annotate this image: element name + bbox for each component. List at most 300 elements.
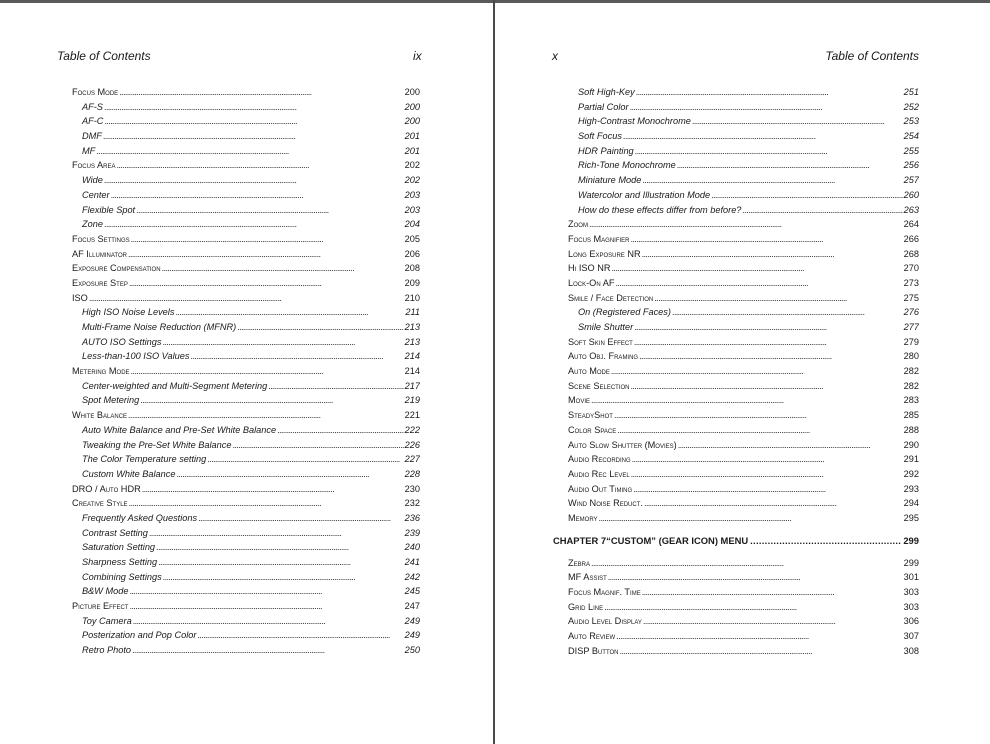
toc-entry-page: 263 — [903, 204, 919, 215]
toc-entry-title: Auto Mode — [568, 366, 610, 377]
dot-leader — [89, 291, 404, 306]
toc-entry — [568, 158, 919, 173]
chapter-heading — [553, 530, 919, 552]
toc-entry-page: 280 — [903, 351, 919, 362]
toc-entry-title: Partial Color — [578, 101, 629, 112]
page-number: ix — [413, 49, 422, 63]
toc-entry — [72, 261, 420, 276]
dot-leader — [237, 320, 403, 335]
toc-entry-title: Auto White Balance and Pre-Set White Balance — [82, 424, 277, 435]
toc-entry — [568, 467, 919, 482]
toc-entry-page: 209 — [404, 277, 420, 288]
toc-entry-page: 291 — [903, 454, 919, 465]
toc-entry-page: 264 — [903, 219, 919, 230]
dot-leader — [190, 349, 403, 364]
toc-entry-page: 275 — [903, 292, 919, 303]
toc-entry-page: 279 — [903, 336, 919, 347]
toc-entry — [568, 232, 919, 247]
toc-entry-page: 253 — [903, 116, 919, 127]
toc-entry-title: Auto Slow Shutter (Movies) — [568, 439, 677, 450]
toc-entry-title: Creative Style — [72, 498, 128, 509]
toc-entry — [72, 276, 420, 291]
toc-entry-page: 285 — [903, 410, 919, 421]
toc-entry — [72, 584, 420, 599]
dot-leader — [207, 452, 403, 467]
dot-leader — [654, 291, 902, 306]
toc-entry — [568, 423, 919, 438]
toc-entry-title: Zone — [82, 219, 103, 230]
toc-entry-page: 273 — [903, 277, 919, 288]
toc-entry — [568, 217, 919, 232]
toc-entry — [568, 570, 919, 585]
toc-entry — [72, 526, 420, 541]
dot-leader — [129, 599, 403, 614]
dot-leader — [678, 438, 903, 453]
dot-leader — [129, 584, 403, 599]
toc-entry — [72, 85, 420, 100]
toc-entry — [568, 452, 919, 467]
toc-entry — [568, 393, 919, 408]
toc-entry-title: Zebra — [568, 557, 590, 568]
dot-leader — [615, 276, 902, 291]
dot-leader — [96, 144, 403, 159]
dot-leader — [103, 129, 404, 144]
dot-leader — [129, 276, 404, 291]
dot-leader — [591, 556, 903, 571]
dot-leader — [175, 305, 404, 320]
toc-entry-title: Sharpness Setting — [82, 557, 158, 567]
toc-entry — [72, 114, 420, 129]
toc-entry-page: 208 — [404, 263, 420, 274]
toc-entry-title: Custom White Balance — [82, 468, 176, 479]
toc-entry-title: MF — [82, 145, 96, 156]
toc-entry — [72, 496, 420, 511]
toc-entry-title: Combining Settings — [82, 571, 162, 582]
dot-leader — [672, 305, 903, 320]
toc-entry-title: B&W Mode — [82, 586, 129, 597]
toc-entry-page: 255 — [903, 145, 919, 156]
dot-leader — [104, 100, 404, 115]
toc-entry — [72, 379, 420, 394]
toc-entry — [72, 305, 420, 320]
toc-entry-title: Scene Selection — [568, 380, 630, 391]
toc-entry-page: 299 — [903, 557, 919, 568]
dot-leader — [128, 247, 404, 262]
toc-entry-page: 241 — [404, 557, 420, 567]
toc-entry-page: 292 — [903, 468, 919, 479]
toc-entry-title: Smile Shutter — [578, 322, 634, 332]
toc-entry — [568, 144, 919, 159]
dot-leader — [149, 526, 404, 541]
dot-leader — [197, 628, 403, 643]
chapter-title: “CUSTOM” (GEAR ICON) MENU — [606, 534, 749, 546]
dot-leader — [631, 232, 903, 247]
toc-entry-page: 201 — [404, 131, 420, 142]
toc-entry-title: AUTO ISO Settings — [82, 336, 162, 347]
toc-entry-page: 211 — [405, 307, 420, 318]
dot-leader — [198, 511, 404, 526]
dot-leader — [614, 408, 903, 423]
toc-entry-page: 213 — [404, 322, 420, 332]
toc-entry-page: 282 — [903, 380, 919, 391]
toc-entry-page: 277 — [903, 322, 919, 332]
toc-entry-page: 213 — [404, 336, 420, 347]
toc-entry-title: MF Assist — [568, 572, 607, 583]
toc-entry — [72, 320, 420, 335]
toc-entry-page: 247 — [404, 601, 420, 612]
toc-entry — [568, 203, 919, 218]
dot-leader — [158, 555, 404, 570]
toc-entry-title: Exposure Compensation — [72, 263, 161, 274]
toc-entry-title: Posterization and Pop Color — [82, 630, 197, 641]
toc-entry — [72, 173, 420, 188]
running-header-title: Table of Contents — [825, 49, 919, 63]
toc-entry-page: 306 — [903, 616, 919, 627]
toc-entry-title: Movie — [568, 395, 590, 406]
toc-entry-title: HDR Painting — [578, 145, 634, 156]
toc-entry-page: 270 — [903, 263, 919, 274]
toc-entry-page: 257 — [903, 175, 919, 186]
dot-leader — [104, 173, 404, 188]
toc-entry-page: 276 — [903, 307, 919, 318]
toc-entry-page: 203 — [404, 189, 420, 200]
toc-entry-title: Exposure Step — [72, 277, 128, 288]
toc-entry — [568, 408, 919, 423]
toc-entry — [568, 482, 919, 497]
dot-leader — [611, 364, 903, 379]
toc-entry-title: Saturation Setting — [82, 542, 156, 553]
running-header-title: Table of Contents — [57, 49, 151, 63]
dot-leader — [162, 261, 404, 276]
dot-leader — [162, 335, 403, 350]
toc-entry — [72, 232, 420, 247]
toc-entry-title: Focus Mode — [72, 87, 119, 97]
toc-entry-title: AF Illuminator — [72, 248, 127, 259]
dot-leader — [599, 511, 903, 526]
toc-entry-title: ISO — [72, 292, 88, 303]
toc-entry-title: Frequently Asked Questions — [82, 512, 198, 523]
toc-entry-page: 307 — [903, 631, 919, 642]
toc-entry-title: Miniature Mode — [578, 175, 642, 186]
toc-entry-page: 204 — [404, 219, 420, 230]
toc-entry-page: 221 — [404, 410, 420, 421]
toc-entry — [72, 100, 420, 115]
toc-entry — [72, 393, 420, 408]
toc-entry — [568, 349, 919, 364]
toc-entry-page: 249 — [404, 615, 420, 626]
toc-entry — [72, 511, 420, 526]
toc-entry — [72, 203, 420, 218]
toc-entry-title: DISP Button — [568, 645, 619, 656]
toc-entry-title: Center — [82, 189, 110, 200]
toc-entry-title: Hi ISO NR — [568, 263, 611, 274]
dot-leader — [128, 408, 404, 423]
toc-entry-title: Focus Settings — [72, 233, 130, 244]
toc-entry-title: Audio Level Display — [568, 616, 642, 627]
toc-entry — [568, 644, 919, 659]
toc-entry — [72, 599, 420, 614]
toc-entry — [72, 335, 420, 350]
toc-entry-page: 282 — [903, 366, 919, 377]
toc-entry-title: Soft Focus — [578, 131, 622, 142]
dot-leader — [163, 570, 404, 585]
toc-entry-title: Toy Camera — [82, 615, 132, 626]
toc-entry-title: Multi-Frame Noise Reduction (MFNR) — [82, 322, 237, 332]
dot-leader — [277, 423, 404, 438]
toc-entry-title: Smile / Face Detection — [568, 292, 654, 303]
toc-entry-page: 303 — [903, 601, 919, 612]
toc-entry — [568, 173, 919, 188]
dot-leader — [268, 379, 403, 394]
toc-entry-page: 210 — [404, 292, 420, 303]
toc-entry — [568, 600, 919, 615]
dot-leader — [644, 496, 903, 511]
toc-entry-title: Grid Line — [568, 601, 604, 612]
toc-entry — [568, 247, 919, 262]
dot-leader — [131, 232, 404, 247]
dot-leader — [104, 114, 403, 129]
toc-entry-title: High ISO Noise Levels — [82, 307, 175, 318]
dot-leader — [631, 467, 903, 482]
chapter-number: CHAPTER 7 — [553, 534, 607, 546]
toc-entry-page: 250 — [404, 645, 420, 656]
toc-entry — [72, 467, 420, 482]
toc-entry-page: 228 — [404, 468, 420, 479]
toc-entry — [72, 217, 420, 232]
toc-entry-page: 232 — [404, 498, 420, 509]
toc-entry — [72, 364, 420, 379]
dot-leader — [634, 335, 903, 350]
toc-entry — [568, 320, 919, 335]
toc-entry-page: 202 — [404, 175, 420, 186]
toc-entry — [568, 291, 919, 306]
toc-entry-page: 266 — [903, 233, 919, 244]
toc-entry-page: 294 — [903, 498, 919, 509]
toc-entry-title: Focus Magnifier — [568, 233, 630, 244]
toc-entry-title: How do these effects differ from before? — [578, 204, 742, 215]
toc-entry — [568, 335, 919, 350]
toc-entry — [72, 452, 420, 467]
toc-entry-page: 239 — [404, 527, 420, 538]
toc-entry-page: 219 — [404, 395, 420, 406]
toc-entry — [72, 247, 420, 262]
toc-entry — [568, 585, 919, 600]
toc-entry-title: Focus Area — [72, 160, 116, 171]
toc-entry-page: 303 — [903, 587, 919, 597]
toc-entry — [568, 511, 919, 526]
right-page — [495, 0, 990, 744]
toc-entry — [72, 423, 420, 438]
toc-entry — [568, 364, 919, 379]
toc-entry-page: 251 — [903, 87, 919, 97]
toc-entry-page: 288 — [903, 424, 919, 435]
toc-entry — [568, 438, 919, 453]
toc-entry-page: 301 — [903, 572, 919, 583]
toc-entry-page: 236 — [404, 512, 420, 523]
toc-entry-page: 200 — [404, 87, 420, 97]
chapter-page: 299 — [903, 534, 919, 546]
dot-leader — [116, 158, 403, 173]
dot-leader — [692, 114, 903, 129]
dot-leader — [711, 188, 903, 203]
toc-entry — [72, 643, 420, 658]
dot-leader — [604, 600, 903, 615]
dot-leader — [642, 173, 902, 188]
toc-entry-page: 290 — [903, 439, 919, 450]
page-number: x — [552, 49, 558, 63]
toc-entry — [72, 540, 420, 555]
toc-entry-title: The Color Temperature setting — [82, 454, 207, 465]
dot-leader — [750, 530, 901, 552]
dot-leader — [643, 614, 903, 629]
toc-entry — [568, 85, 919, 100]
toc-entry — [72, 614, 420, 629]
dot-leader — [636, 85, 903, 100]
dot-leader — [635, 144, 903, 159]
toc-entry-page: 249 — [404, 630, 420, 641]
toc-entry-title: High-Contrast Monochrome — [578, 116, 691, 127]
toc-entry — [568, 556, 919, 571]
toc-entry-page: 227 — [404, 454, 420, 465]
toc-entry-title: Auto Obj. Framing — [568, 351, 639, 362]
toc-entry — [72, 291, 420, 306]
toc-entry — [72, 349, 420, 364]
toc-entry — [72, 188, 420, 203]
toc-list — [553, 85, 919, 658]
toc-entry-page: 245 — [404, 586, 420, 597]
toc-entry-title: Soft Skin Effect — [568, 336, 633, 347]
dot-leader — [111, 188, 404, 203]
toc-entry — [72, 144, 420, 159]
dot-leader — [639, 349, 903, 364]
dot-leader — [140, 393, 403, 408]
toc-entry-title: Spot Metering — [82, 395, 140, 406]
toc-entry-title: On (Registered Faces) — [578, 307, 671, 318]
dot-leader — [608, 570, 903, 585]
dot-leader — [642, 247, 903, 262]
toc-entry-title: DRO / Auto HDR — [72, 483, 141, 494]
toc-entry-title: Less-than-100 ISO Values — [82, 351, 190, 362]
dot-leader — [634, 320, 903, 335]
toc-entry — [72, 158, 420, 173]
toc-entry — [568, 379, 919, 394]
dot-leader — [630, 100, 903, 115]
toc-entry-title: Audio Recording — [568, 454, 631, 465]
toc-entry-page: 203 — [404, 204, 420, 215]
toc-entry — [72, 628, 420, 643]
dot-leader — [633, 482, 903, 497]
dot-leader — [612, 261, 903, 276]
dot-leader — [176, 467, 403, 482]
dot-leader — [142, 482, 404, 497]
toc-entry-page: 214 — [404, 351, 420, 362]
toc-entry-page: 202 — [404, 160, 420, 171]
toc-entry-title: Center-weighted and Multi-Segment Metering — [82, 380, 268, 391]
toc-entry-title: Color Space — [568, 424, 617, 435]
toc-entry-title: Lock-On AF — [568, 277, 615, 288]
toc-entry — [72, 555, 420, 570]
toc-entry-title: Soft High-Key — [578, 87, 635, 97]
dot-leader — [156, 540, 404, 555]
toc-entry-page: 260 — [903, 189, 919, 200]
dot-leader — [632, 452, 903, 467]
dot-leader — [623, 129, 903, 144]
toc-entry-page: 200 — [404, 116, 420, 127]
toc-entry-title: Audio Out Timing — [568, 483, 633, 494]
dot-leader — [677, 158, 903, 173]
toc-entry-page: 226 — [404, 439, 420, 450]
toc-entry-title: Picture Effect — [72, 601, 129, 612]
toc-entry — [568, 129, 919, 144]
toc-entry — [72, 482, 420, 497]
toc-entry — [568, 614, 919, 629]
toc-entry — [568, 100, 919, 115]
toc-entry-title: Audio Rec Level — [568, 468, 630, 479]
toc-entry — [568, 276, 919, 291]
toc-entry-page: 308 — [903, 645, 919, 656]
toc-entry-page: 205 — [404, 233, 420, 244]
toc-entry — [568, 496, 919, 511]
toc-entry-page: 283 — [903, 395, 919, 406]
toc-entry — [568, 305, 919, 320]
toc-entry-page: 240 — [404, 542, 420, 553]
toc-entry-title: AF-S — [82, 101, 103, 112]
dot-leader — [591, 393, 903, 408]
toc-entry-title: SteadyShot — [568, 410, 613, 421]
dot-leader — [630, 379, 902, 394]
left-page — [0, 0, 493, 744]
toc-entry-title: AF-C — [82, 116, 104, 127]
dot-leader — [132, 643, 404, 658]
toc-entry-title: Contrast Setting — [82, 527, 148, 538]
toc-entry — [568, 114, 919, 129]
toc-entry-title: DMF — [82, 131, 102, 142]
toc-entry-title: Metering Mode — [72, 366, 130, 377]
toc-entry-title: White Balance — [72, 410, 128, 421]
toc-entry — [568, 188, 919, 203]
toc-entry — [72, 408, 420, 423]
toc-entry — [72, 570, 420, 585]
toc-entry-page: 217 — [404, 380, 420, 391]
toc-list — [72, 85, 420, 658]
toc-entry — [72, 129, 420, 144]
toc-entry-title: Memory — [568, 512, 598, 523]
toc-entry-title: Flexible Spot — [82, 204, 136, 215]
toc-entry-title: Wind Noise Reduct. — [568, 498, 643, 509]
dot-leader — [133, 614, 404, 629]
toc-entry-page: 256 — [903, 160, 919, 171]
toc-entry-page: 230 — [404, 483, 420, 494]
toc-entry-page: 201 — [404, 145, 420, 156]
toc-entry-page: 252 — [903, 101, 919, 112]
dot-leader — [617, 423, 902, 438]
toc-entry-page: 206 — [404, 248, 420, 259]
dot-leader — [589, 217, 903, 232]
toc-entry-page: 242 — [404, 571, 420, 582]
toc-entry-title: Zoom — [568, 219, 588, 230]
dot-leader — [131, 364, 404, 379]
toc-entry — [568, 629, 919, 644]
toc-entry-title: Tweaking the Pre-Set White Balance — [82, 439, 232, 450]
toc-entry-page: 222 — [404, 424, 420, 435]
toc-entry — [568, 261, 919, 276]
toc-entry-title: Focus Magnif. Time — [568, 587, 641, 597]
dot-leader — [119, 85, 404, 100]
toc-entry — [72, 438, 420, 453]
toc-entry-title: Auto Review — [568, 631, 616, 642]
toc-entry-title: Watercolor and Illustration Mode — [578, 189, 711, 200]
dot-leader — [136, 203, 404, 218]
